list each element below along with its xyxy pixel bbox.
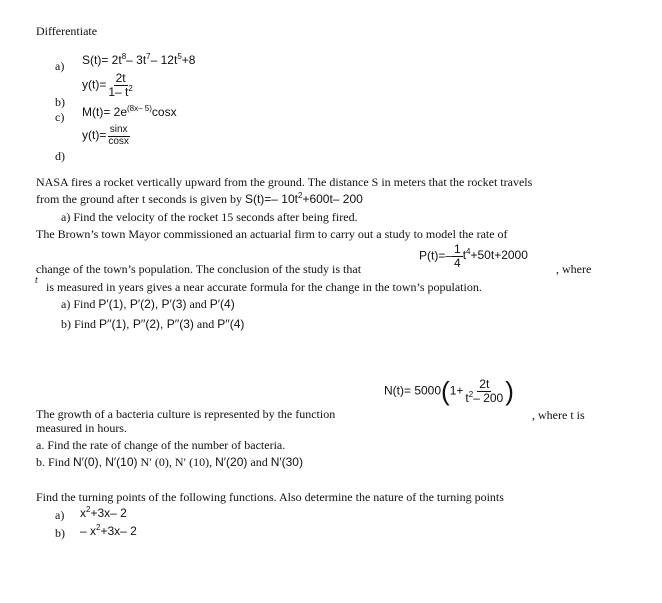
q3-model-numerator: 1 [454, 242, 461, 256]
q5-b-label: b) [55, 526, 65, 540]
q3-line1: The Brown’s town Mayor commissioned an actuarial firm to carry out a study to model the rate of [36, 227, 508, 241]
q4-line1: The growth of a bacteria culture is represented by the function [36, 407, 336, 421]
heading: Differentiate [36, 24, 98, 38]
q5-a-label: a) [55, 508, 65, 522]
q3-a [61, 298, 235, 310]
q5-line1: Find the turning points of the following functions. Also determine the nature of the turning points [36, 490, 504, 504]
q4-b-label: b. Find [36, 455, 71, 469]
q1-d-label: d) [55, 149, 65, 163]
q1-b-label: b) [55, 95, 65, 109]
q3-a-and: and [189, 297, 207, 311]
q4-model-lhs: N(t)= 5000 [384, 383, 442, 398]
q1-a-label: a) [55, 59, 65, 73]
q4-b-text: N′ (0), N′ (10), [140, 455, 213, 469]
q4-b-expression-1: N′(0), N′(10) [73, 455, 138, 469]
q1-b-denominator: 1– $t^2$ [108, 83, 133, 99]
q4-model-denominator: $t^2-$ 200 [465, 389, 504, 405]
q3-b-last: P′′(4) [217, 317, 245, 331]
q3-where: , where [556, 262, 592, 276]
q4-where: , where t is [532, 408, 585, 422]
q3-a-last: P′(4) [209, 297, 235, 311]
q4-b-expression-2: N′(20) [215, 455, 248, 469]
q3-model-denominator: 4 [454, 255, 461, 270]
q4-model-inner: 1+ [449, 383, 464, 398]
q4-line2: measured in hours. [36, 421, 127, 435]
q3-model-rest: $t^4+50t+2000$ [462, 247, 528, 263]
q3-b-expression: P′′(1), P′′(2), P′′(3) [99, 317, 194, 331]
q1-d-numerator: sinx [109, 124, 128, 135]
q1-b-lhs: y(t)= [82, 77, 107, 92]
q1-d-denominator: cosx [108, 135, 129, 147]
q1-d-lhs: y(t)= [82, 128, 107, 143]
q2-a: a) Find the velocity of the rocket 15 seconds after being fired. [61, 210, 358, 224]
q1-a-expression: $S(t)= 2t^8-$ $3t^7-$ $12t^5+8$ [82, 52, 196, 67]
q5-a-expression: $x^2+3x-$ 2 [80, 505, 127, 520]
q3-a-label: a) Find [61, 297, 96, 311]
q2-line2 [36, 193, 363, 205]
q2-line1: NASA fires a rocket vertically upward from the ground. The distance S in meters that the rocket travels [36, 175, 533, 189]
q2-distance-formula: S(t)=– $10t^2+600t-$ 200 [244, 191, 363, 206]
q4-model: N(t)= 5000(1+ $\frac{2t}{t^2- 200}$ ) [384, 376, 514, 407]
q4-b-and: and [250, 455, 268, 469]
q3-b [61, 318, 244, 330]
q1-c-label: c) [55, 110, 65, 124]
q3-line2: change of the town’s population. The conclusion of the study is that [36, 262, 362, 276]
q4-a: a. Find the rate of change of the number of bacteria. [36, 438, 286, 452]
q4-b [36, 456, 303, 468]
q3-b-label: b) Find [61, 317, 97, 331]
q1-b-numerator: 2t [115, 71, 126, 85]
q2-line2-text: from the ground after t seconds is given by [36, 192, 242, 206]
q3-line3: is measured in years gives a near accurate formula for the change in the town’s population. [46, 280, 482, 294]
q4-b-expression-3: N′(30) [270, 455, 303, 469]
q1-d-expression [82, 125, 131, 147]
q3-a-expression: P′(1), P′(2), P′(3) [98, 297, 187, 311]
q3-model [419, 243, 528, 269]
q5-b-expression: – $x^2+3x-$ 2 [80, 523, 137, 538]
q3-t-variable: t [35, 275, 38, 286]
q3-model-lhs: P(t)=– [419, 248, 453, 263]
q1-b-expression [82, 72, 135, 98]
q4-model-numerator: 2t [479, 377, 490, 391]
q3-b-and: and [196, 317, 215, 331]
q1-c-expression: $M(t)= 2e^{(8x- 5)}\cos x$ [82, 104, 177, 119]
